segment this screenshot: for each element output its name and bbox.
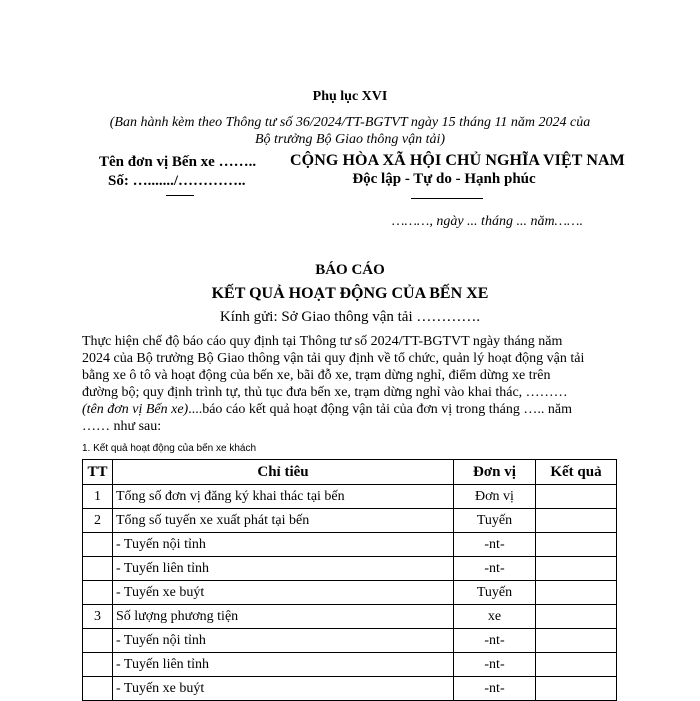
table-row [83, 581, 617, 605]
row-indicator: Tổng số tuyến xe xuất phát tại bến [113, 509, 454, 533]
document-number: Số: …......./………….. [108, 173, 246, 189]
legal-basis-line-2: Bộ trưởng Bộ Giao thông vận tải) [254, 132, 446, 147]
table-row [83, 605, 617, 629]
table-row [83, 557, 617, 581]
header-unit: Đơn vị [454, 460, 536, 485]
row-result-cell[interactable] [536, 629, 617, 653]
row-number [83, 581, 113, 605]
header-result: Kết quả [536, 460, 617, 485]
date-line: ………, ngày ... tháng ... năm……. [392, 214, 583, 229]
row-number [83, 677, 113, 701]
motto-underline [411, 198, 483, 199]
row-unit: Đơn vị [454, 485, 536, 509]
row-result-cell[interactable] [536, 605, 617, 629]
row-result-cell[interactable] [536, 581, 617, 605]
row-number [83, 557, 113, 581]
table-row [83, 509, 617, 533]
row-unit: Tuyến [454, 509, 536, 533]
table-header-row [83, 460, 617, 485]
legal-basis-line-1: (Ban hành kèm theo Thông tư số 36/2024/TT-BGTVT ngày 15 tháng 11 năm 2024 của [109, 115, 591, 130]
header-tt: TT [83, 460, 113, 485]
body-line-5 [82, 401, 620, 418]
row-number [83, 653, 113, 677]
addressee-line: Kính gửi: Sở Giao thông vận tải …………. [219, 309, 481, 325]
row-indicator: Số lượng phương tiện [113, 605, 454, 629]
report-subtitle: KẾT QUẢ HOẠT ĐỘNG CỦA BẾN XE [211, 285, 489, 302]
organization-name: Tên đơn vị Bến xe …….. [99, 154, 257, 170]
row-number [83, 629, 113, 653]
body-line-5-text: ....báo cáo kết quả hoạt động vận tải của đơn vị trong tháng ….. năm [188, 402, 572, 417]
body-line-4: đường bộ; quy định trình tự, thủ tục đưa bến xe, trạm dừng nghỉ vào khai thác, ……… [82, 385, 568, 400]
organization-underline [166, 195, 194, 196]
appendix-title: Phụ lục XVI [312, 89, 388, 104]
row-indicator: - Tuyến nội tỉnh [113, 533, 454, 557]
row-indicator: - Tuyến xe buýt [113, 581, 454, 605]
national-title: CỘNG HÒA XÃ HỘI CHỦ NGHĨA VIỆT NAM [290, 152, 625, 169]
row-unit: Tuyến [454, 581, 536, 605]
row-indicator: - Tuyến liên tỉnh [113, 653, 454, 677]
national-motto: Độc lập - Tự do - Hạnh phúc [352, 171, 536, 187]
row-result-cell[interactable] [536, 677, 617, 701]
row-unit: xe [454, 605, 536, 629]
row-number [83, 533, 113, 557]
row-result-cell[interactable] [536, 557, 617, 581]
station-name-placeholder: (tên đơn vị Bến xe) [82, 402, 189, 417]
row-result-cell[interactable] [536, 485, 617, 509]
row-indicator: Tổng số đơn vị đăng ký khai thác tại bến [113, 485, 454, 509]
report-title: BÁO CÁO [315, 262, 385, 278]
table-row [83, 629, 617, 653]
row-indicator: - Tuyến xe buýt [113, 677, 454, 701]
body-line-6: …… như sau: [82, 419, 162, 434]
row-unit: -nt- [454, 677, 536, 701]
row-result-cell[interactable] [536, 533, 617, 557]
row-indicator: - Tuyến nội tỉnh [113, 629, 454, 653]
body-line-2: 2024 của Bộ trưởng Bộ Giao thông vận tải quy định về tổ chức, quản lý hoạt động vận tải [82, 351, 585, 366]
row-result-cell[interactable] [536, 653, 617, 677]
row-unit: -nt- [454, 629, 536, 653]
table-row [83, 485, 617, 509]
row-indicator: - Tuyến liên tỉnh [113, 557, 454, 581]
row-result-cell[interactable] [536, 509, 617, 533]
table-row [83, 533, 617, 557]
results-table [82, 459, 617, 701]
row-number: 3 [83, 605, 113, 629]
row-unit: -nt- [454, 533, 536, 557]
body-line-3: bằng xe ô tô và hoạt động của bến xe, bãi đỗ xe, trạm dừng nghỉ, điểm dừng xe trên [82, 368, 551, 383]
body-line-1: Thực hiện chế độ báo cáo quy định tại Thông tư số 2024/TT-BGTVT ngày tháng năm [82, 334, 563, 349]
header-indicator: Chỉ tiêu [113, 460, 454, 485]
report-body-paragraph [82, 333, 620, 435]
section-heading: 1. Kết quả hoạt động của bến xe khách [82, 443, 257, 454]
table-row [83, 677, 617, 701]
row-number: 1 [83, 485, 113, 509]
row-number: 2 [83, 509, 113, 533]
row-unit: -nt- [454, 557, 536, 581]
row-unit: -nt- [454, 653, 536, 677]
table-row [83, 653, 617, 677]
